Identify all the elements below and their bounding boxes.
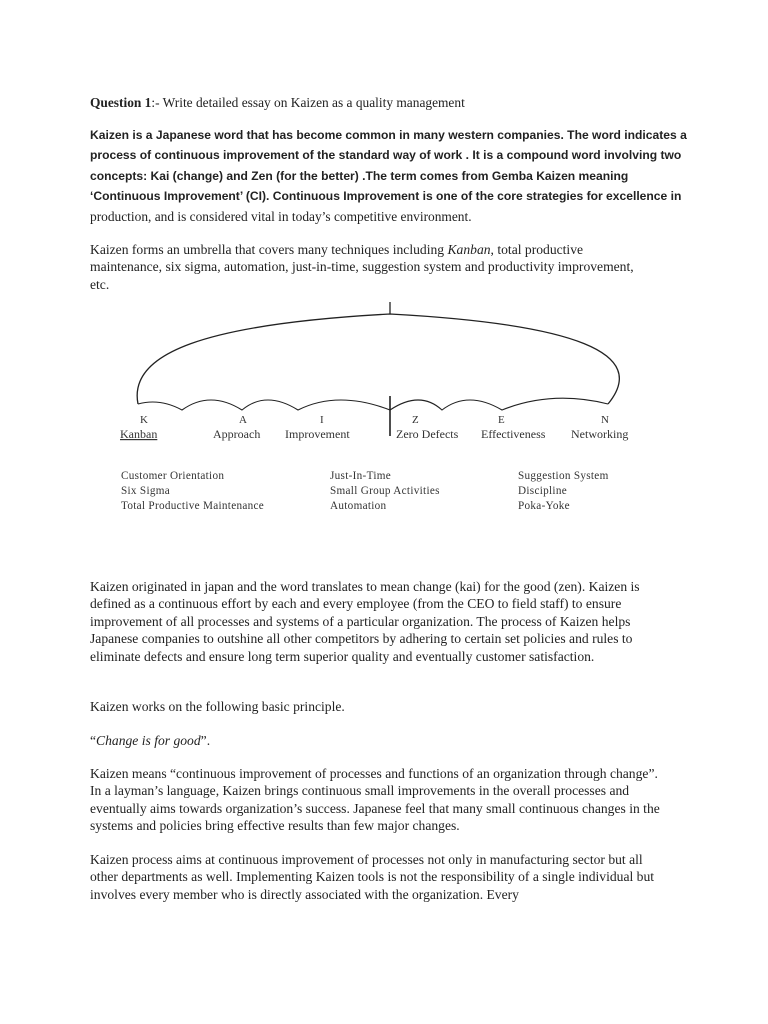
intro-line: production, and is considered vital in today’s competitive environment. xyxy=(90,208,472,224)
word-effectiveness: Effectiveness xyxy=(481,427,546,441)
quote-text: Change is for good xyxy=(96,733,201,748)
process-paragraph: Kaizen process aims at continuous improvement of processes not only in manufacturing sector but all other departments as well. Implementing Kaizen tools is not the responsibility of a single individual but involves every member who is directly associated with the organization. Every xyxy=(90,852,655,902)
technique-column-3 xyxy=(518,470,609,512)
technique-item: Total Productive Maintenance xyxy=(121,500,265,512)
intro-line: Kaizen is a Japanese word that has become common in many western companies. The word indicates a xyxy=(90,128,687,142)
word-improvement: Improvement xyxy=(285,427,350,441)
technique-item: Suggestion System xyxy=(518,470,609,482)
letter-k: K xyxy=(140,414,148,426)
intro-line: concepts: Kai (change) and Zen (for the better) .The term comes from Gemba Kaizen meaning xyxy=(90,168,629,183)
umbrella-paragraph xyxy=(90,241,650,293)
technique-column-1 xyxy=(121,470,264,512)
word-kanban: Kanban xyxy=(120,427,158,441)
word-zero-defects: Zero Defects xyxy=(396,427,459,441)
quote-paragraph xyxy=(90,732,680,749)
letter-n: N xyxy=(601,414,609,426)
umbrella-text-after: , total productive maintenance, six sigma, automation, just-in-time, suggestion system and productivity improvement, etc. xyxy=(90,242,634,292)
umbrella-text-before: Kaizen forms an umbrella that covers many techniques including xyxy=(90,242,448,257)
technique-item: Just-In-Time xyxy=(330,470,391,482)
meaning-paragraph: Kaizen means “continuous improvement of processes and functions of an organization through change”. In a layman’s language, Kaizen brings continuous small improvements in the overall processes and eventually aims towards organization’s success. Japanese feel that many small continuous changes in the systems and policies bring effective results than few major changes. xyxy=(90,766,660,834)
intro-paragraph xyxy=(90,125,690,227)
question-text: :- Write detailed essay on Kaizen as a quality management xyxy=(151,95,465,110)
technique-item: Automation xyxy=(330,500,387,512)
kaizen-umbrella-diagram xyxy=(90,298,680,530)
technique-item: Six Sigma xyxy=(121,485,171,497)
word-networking: Networking xyxy=(571,427,629,441)
kaizen-letters xyxy=(140,414,609,426)
letter-a: A xyxy=(239,414,247,426)
umbrella-text-italic: Kanban xyxy=(447,242,491,257)
origin-paragraph: Kaizen originated in japan and the word translates to mean change (kai) for the good (zen). Kaizen is defined as a continuous effort by each and every employee (from the CEO to field staff) to ensure improvement of all processes and systems of a particular organization. The process of Kaizen helps Japanese companies to outshine all other competitors by adhering to certain set policies and rules to eliminate defects and ensure long term superior quality and eventually customer satisfaction. xyxy=(90,579,640,664)
letter-i: I xyxy=(320,414,324,426)
kaizen-words xyxy=(120,427,628,441)
question-label: Question 1 xyxy=(90,95,152,110)
technique-item: Poka-Yoke xyxy=(518,500,570,512)
technique-item: Discipline xyxy=(518,485,567,497)
intro-line: process of continuous improvement of the standard way of work . It is a compound word involving two xyxy=(90,148,682,163)
technique-column-2 xyxy=(330,470,440,512)
letter-e: E xyxy=(498,414,505,426)
question-heading xyxy=(90,94,680,111)
quote-open: “ xyxy=(90,733,97,748)
quote-close: ”. xyxy=(200,733,211,748)
technique-item: Customer Orientation xyxy=(121,470,225,482)
word-approach: Approach xyxy=(213,427,261,441)
umbrella-edge xyxy=(138,398,608,410)
principle-paragraph: Kaizen works on the following basic principle. xyxy=(90,699,345,714)
intro-line: ‘Continuous Improvement’ (CI). Continuous Improvement is one of the core strategies for excellence in xyxy=(90,189,682,204)
umbrella-canopy xyxy=(137,314,619,404)
letter-z: Z xyxy=(412,414,419,426)
technique-item: Small Group Activities xyxy=(330,485,440,497)
